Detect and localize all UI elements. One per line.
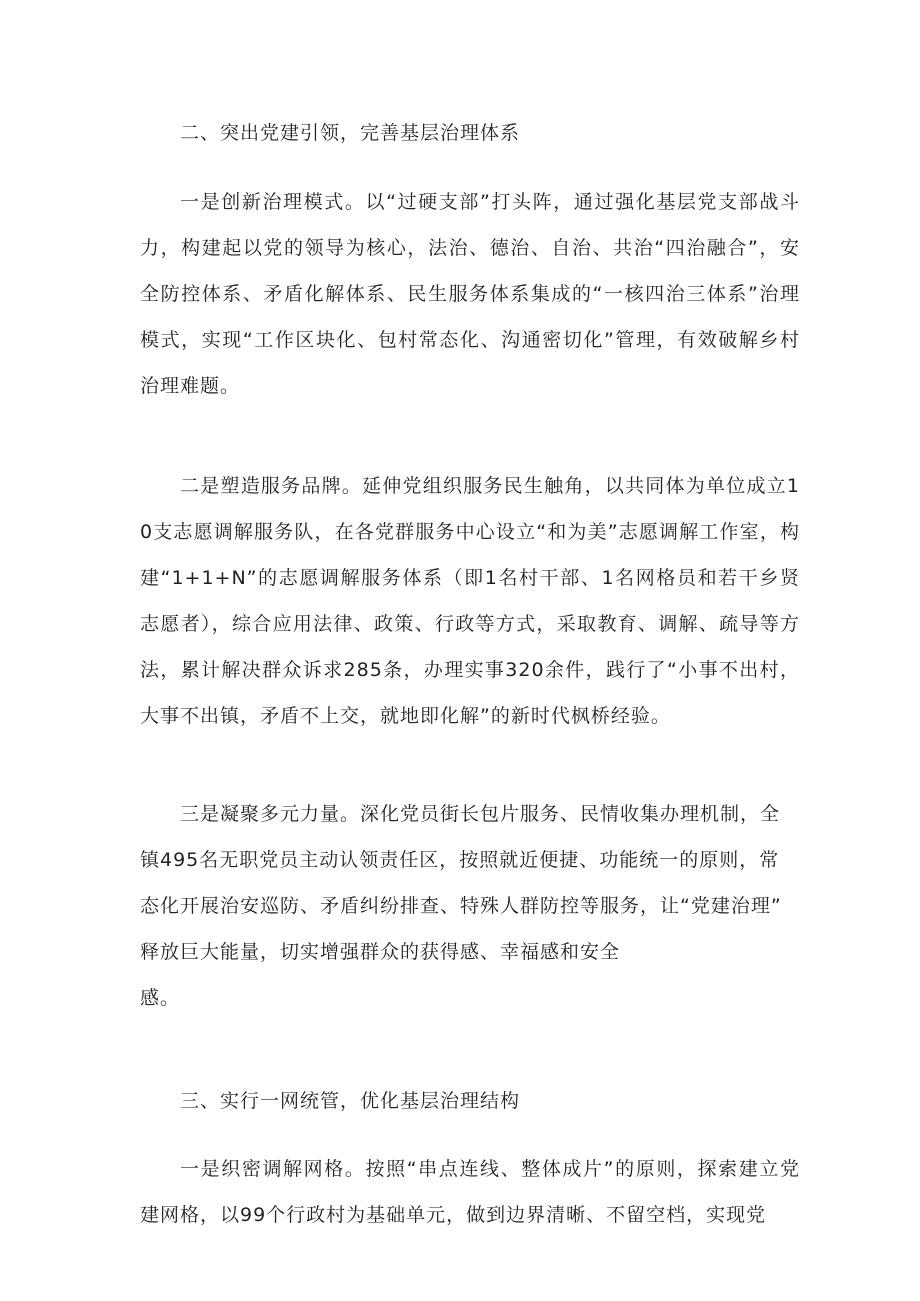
paragraph-line: 释放巨大能量，切实增强群众的获得感、幸福感和安全 [140,941,621,963]
paragraph-diverse-forces [140,791,800,1021]
paragraph-innovate-governance: 一是创新治理模式。以“过硬支部”打头阵，通过强化基层党支部战斗力，构建起以党的领导为核心，法治、德治、自治、共治“四治融合”，安全防控体系、矛盾化解体系、民生服务体系集成的“一核四治三体系”治理模式，实现“工作区块化、包村常态化、沟通密切化”管理，有效破解乡村治理难题。 [140,191,800,397]
paragraph-line: 态化开展治安巡防、矛盾纠纷排查、特殊人群防控等服务，让“党建治理” [140,895,782,917]
section-heading-2: 二、突出党建引领，完善基层治理体系 [180,122,521,144]
paragraph-line: 感。 [140,987,181,1009]
paragraph-line: 镇495名无职党员主动认领责任区，按照就近便捷、功能统一的原则，常 [140,849,780,871]
section-heading-3: 三、实行一网统管，优化基层治理结构 [180,1090,521,1112]
paragraph-service-brand: 二是塑造服务品牌。延伸党组织服务民生触角，以共同体为单位成立10支志愿调解服务队，在各党群服务中心设立“和为美”志愿调解工作室，构建“1+1+N”的志愿调解服务体系（即1名村干部、1名网格员和若干乡贤志愿者），综合应用法律、政策、行政等方式，采取教育、调解、疏导等方法，累计解决群众诉求285条，办理实事320余件，践行了“小事不出村，大事不出镇，矛盾不上交，就地即化解”的新时代枫桥经验。 [140,475,800,727]
paragraph-grid-mediation: 一是织密调解网格。按照“串点连线、整体成片”的原则，探索建立党建网格，以99个行政村为基础单元，做到边界清晰、不留空档，实现党 [140,1158,800,1226]
paragraph-line: 三是凝聚多元力量。深化党员街长包片服务、民情收集办理机制，全 [180,803,781,825]
